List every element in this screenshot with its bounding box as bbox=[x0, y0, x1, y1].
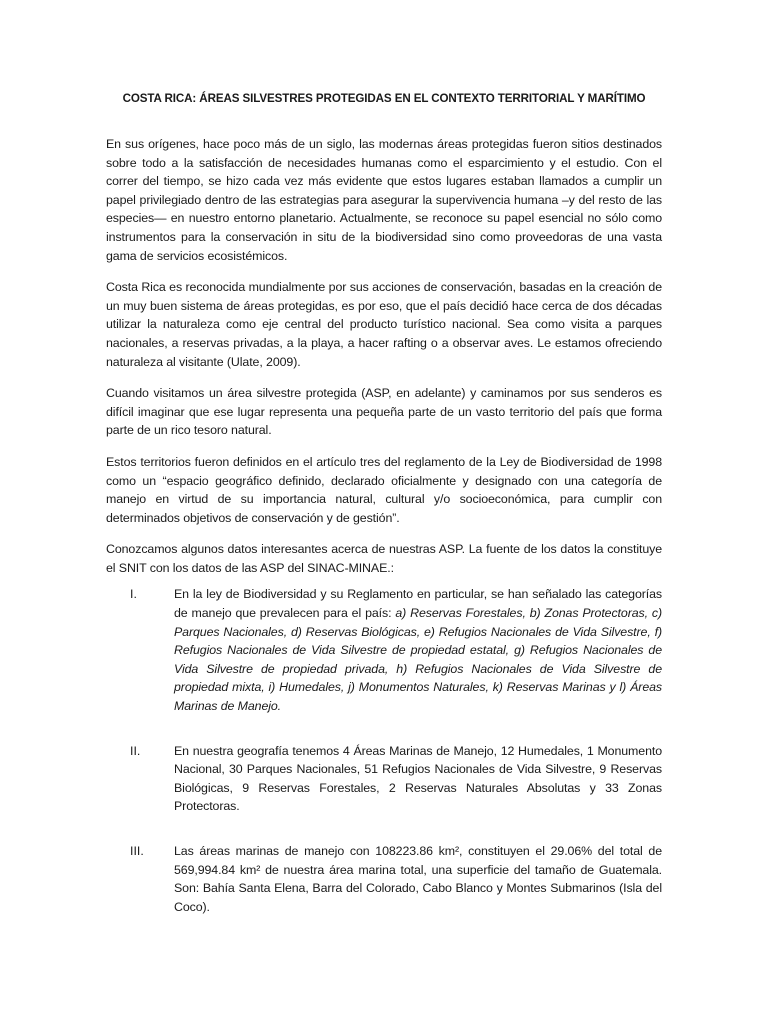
list-item-intro: En la ley de Biodiversidad y su Reglamento en particular, se han señalado las categorías de manejo que prevalecen para el país: bbox=[174, 587, 662, 621]
document-title: COSTA RICA: ÁREAS SILVESTRES PROTEGIDAS EN EL CONTEXTO TERRITORIAL Y MARÍTIMO bbox=[122, 92, 646, 105]
list-item-text: En nuestra geografía tenemos 4 Áreas Marinas de Manejo, 12 Humedales, 1 Monumento Nacional, 30 Parques Nacionales, 51 Refugios Nacionales de Vida Silvestre, 9 Reservas Biológicas, 9 Reservas Forestales, 2 Reservas Naturales Absolutas y 33 Zonas Protectoras. bbox=[174, 743, 662, 814]
list-numeral: I. bbox=[130, 587, 137, 602]
paragraph-definition: Estos territorios fueron definidos en el artículo tres del reglamento de la Ley de Biodiversidad de 1998 como un “espacio geográfico definido, declarado oficialmente y designado con una categoría de manejo en virtud de su importancia natural, cultural y/o socioeconómica, para cumplir con determinados objetivos de conservación y de gestión”. bbox=[106, 454, 662, 525]
numbered-list bbox=[106, 585, 662, 916]
list-item-text bbox=[174, 585, 662, 715]
list-numeral: II. bbox=[130, 743, 141, 758]
list-numeral: III. bbox=[130, 844, 144, 858]
paragraph-costa-rica: Costa Rica es reconocida mundialmente por sus acciones de conservación, basadas en la creación de un muy buen sistema de áreas protegidas, es por eso, que el país decidió hace cerca de dos décadas utilizar la naturaleza como eje central del producto turístico nacional. Sea como visita a parques nacionales, a reservas privadas, a la playa, a hacer rafting o a observar aves. Le estamos ofreciendo naturaleza al visitante (Ulate, 2009). bbox=[106, 280, 662, 369]
paragraph-asp: Cuando visitamos un área silvestre protegida (ASP, en adelante) y caminamos por sus senderos es difícil imaginar que ese lugar representa una pequeña parte de un vasto territorio del país que forma parte de un rico tesoro natural. bbox=[106, 386, 662, 438]
paragraph-intro: En sus orígenes, hace poco más de un siglo, las modernas áreas protegidas fueron sitios destinados sobre todo a la satisfacción de necesidades humanas como el esparcimiento y el estudio. Con el correr del tiempo, se hizo cada vez más evidente que estos lugares estaban llamados a cumplir un papel privilegiado dentro de las estrategias para asegurar la supervivencia humana –y del resto de las especies— en nuestro entorno planetario. Actualmente, se reconoce su papel esencial no sólo como instrumentos para la conservación in situ de la biodiversidad sino como proveedoras de una vasta gama de servicios ecosistémicos. bbox=[106, 137, 662, 263]
list-item bbox=[106, 742, 662, 816]
list-item bbox=[106, 842, 662, 916]
paragraph-data-source: Conozcamos algunos datos interesantes acerca de nuestras ASP. La fuente de los datos la constituye el SNIT con los datos de las ASP del SINAC-MINAE.: bbox=[106, 542, 662, 575]
document-page bbox=[106, 92, 662, 942]
list-item bbox=[106, 585, 662, 715]
list-item-categories: a) Reservas Forestales, b) Zonas Protectoras, c) Parques Nacionales, d) Reservas Biológicas, e) Refugios Nacionales de Vida Silvestre, f) Refugios Nacionales de Vida Silvestre de propiedad estatal, g) Refugios Nacionales de Vida Silvestre de propiedad privada, h) Refugios Nacionales de Vida Silvestre de propiedad mixta, i) Humedales, j) Monumentos Naturales, k) Reservas Marinas y l) Áreas Marinas de Manejo. bbox=[174, 606, 662, 714]
list-item-text: Las áreas marinas de manejo con 108223.86 km², constituyen el 29.06% del total de 569,994.84 km² de nuestra área marina total, una superficie del tamaño de Guatemala. Son: Bahía Santa Elena, Barra del Colorado, Cabo Blanco y Montes Submarinos (Isla del Coco). bbox=[174, 844, 662, 914]
